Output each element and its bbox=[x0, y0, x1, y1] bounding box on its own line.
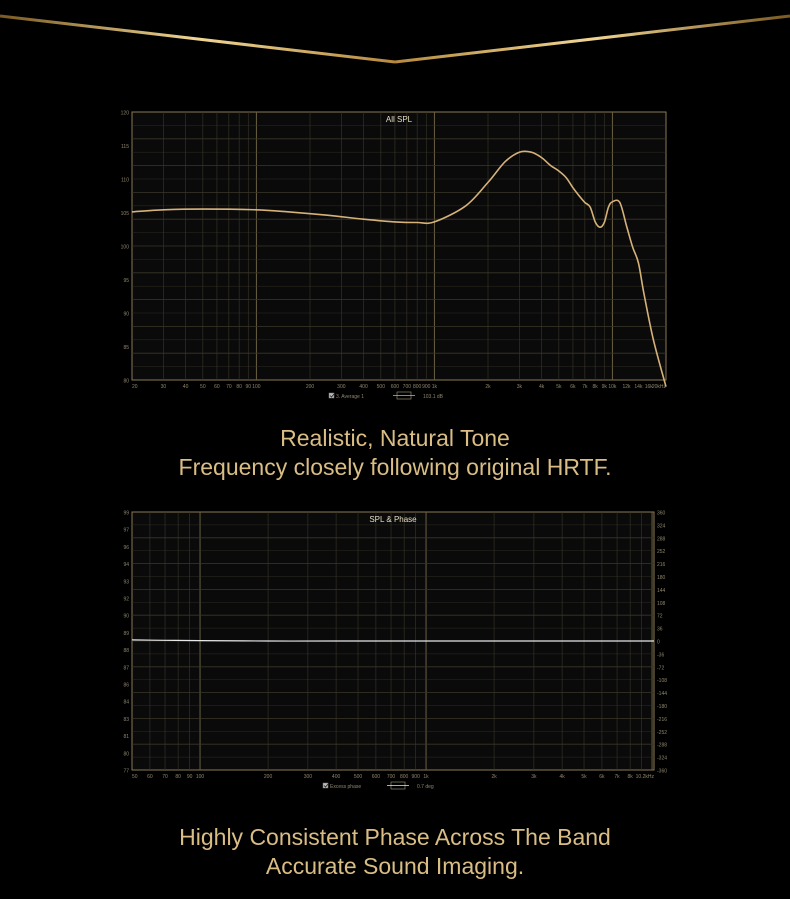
caption-2-line-1: Highly Consistent Phase Across The Band bbox=[179, 824, 611, 850]
x-tick-label: 800 bbox=[412, 384, 422, 390]
y-tick-label: 86 bbox=[123, 682, 129, 689]
y-tick-label: 99 bbox=[123, 510, 129, 517]
y-tick-label: 100 bbox=[120, 244, 129, 251]
y-tick-label: 97 bbox=[123, 527, 129, 534]
x-tick-label: 400 bbox=[359, 384, 368, 390]
x-tick-label: 1k bbox=[431, 384, 438, 390]
spl-chart-svg bbox=[118, 108, 678, 403]
caption-2-line-2: Accurate Sound Imaging. bbox=[265, 853, 525, 879]
x-tick-label: 100 bbox=[252, 384, 261, 390]
y-tick-label: 83 bbox=[123, 716, 129, 723]
x-tick-label: 7k bbox=[614, 774, 620, 780]
y-tick-label: 88 bbox=[123, 648, 129, 655]
x-tick-label: 70 bbox=[226, 384, 232, 390]
x-tick-label: 6k bbox=[599, 774, 605, 780]
x-tick-label: 300 bbox=[303, 774, 313, 780]
x-tick-label: 4k bbox=[559, 774, 565, 780]
x-tick-label: 80 bbox=[236, 384, 242, 390]
x-tick-label: 50 bbox=[200, 384, 206, 390]
chart-title: SPL & Phase bbox=[369, 515, 417, 524]
y-tick-label: 87 bbox=[123, 665, 129, 672]
x-tick-label: 9k bbox=[601, 384, 607, 390]
spl-chart bbox=[118, 108, 678, 403]
y-tick-label: 85 bbox=[123, 345, 129, 351]
y2-tick-label: 144 bbox=[657, 587, 666, 594]
chart-title: All SPL bbox=[385, 115, 413, 124]
x-tick-label: 900 bbox=[411, 774, 420, 780]
y-tick-label: 81 bbox=[123, 734, 129, 741]
y-tick-label: 120 bbox=[120, 110, 129, 117]
caption-1-line-2: Frequency closely following original HRTF. bbox=[178, 454, 612, 480]
x-tick-label: 2k bbox=[491, 774, 497, 780]
phase-chart-svg bbox=[118, 508, 678, 792]
x-tick-label: 30 bbox=[160, 384, 167, 390]
x-tick-label: 5k bbox=[581, 774, 587, 780]
x-tick-label: 12k bbox=[622, 384, 631, 390]
y2-tick-label: -360 bbox=[657, 768, 668, 775]
y2-tick-label: 180 bbox=[657, 575, 666, 581]
top-gold-chevron-divider bbox=[0, 0, 790, 70]
y2-tick-label: -180 bbox=[657, 704, 668, 710]
x-tick-label: 20 bbox=[132, 384, 138, 390]
x-tick-label: 80 bbox=[175, 774, 181, 780]
y-tick-label: 96 bbox=[123, 544, 129, 551]
x-tick-label: 10.2kHz bbox=[635, 774, 654, 780]
x-tick-label: 200 bbox=[263, 774, 273, 780]
y2-tick-label: -324 bbox=[657, 755, 668, 762]
y-tick-label: 89 bbox=[123, 630, 129, 637]
x-tick-label: 8k bbox=[627, 774, 633, 780]
y-tick-label: 84 bbox=[123, 699, 129, 706]
y2-tick-label: 324 bbox=[657, 523, 666, 530]
x-tick-label: 7k bbox=[582, 384, 588, 390]
y-tick-label: 110 bbox=[121, 177, 129, 184]
x-tick-label: 16k bbox=[644, 384, 653, 390]
y2-tick-label: 252 bbox=[657, 549, 666, 556]
y-tick-label: 77 bbox=[123, 768, 129, 775]
y2-tick-label: -252 bbox=[657, 729, 668, 736]
y-tick-label: 94 bbox=[123, 562, 129, 569]
y2-tick-label: -216 bbox=[657, 716, 668, 723]
x-tick-label: 3k bbox=[531, 774, 537, 780]
x-tick-label: 700 bbox=[402, 384, 412, 390]
y-tick-label: 90 bbox=[123, 311, 129, 318]
x-tick-label: 10k bbox=[608, 384, 617, 390]
phase-chart bbox=[118, 508, 678, 792]
y2-tick-label: 36 bbox=[657, 626, 663, 633]
x-tick-label: 1k bbox=[423, 774, 429, 780]
x-tick-label: 70 bbox=[162, 774, 168, 780]
x-tick-label: 500 bbox=[376, 384, 386, 390]
y-tick-label: 92 bbox=[123, 596, 129, 603]
y2-tick-label: -36 bbox=[657, 652, 665, 659]
x-tick-label: 5k bbox=[556, 384, 562, 390]
y2-tick-label: 360 bbox=[657, 510, 666, 517]
y2-tick-label: -288 bbox=[657, 742, 668, 749]
x-tick-label: 400 bbox=[331, 774, 341, 780]
y-tick-label: 80 bbox=[123, 378, 129, 385]
legend-label: Excess phase bbox=[330, 784, 362, 790]
x-tick-label: 200 bbox=[305, 384, 315, 390]
x-tick-label: 14k bbox=[634, 384, 643, 390]
x-tick-label: 500 bbox=[353, 774, 363, 780]
x-tick-label: 60 bbox=[214, 384, 220, 390]
x-tick-label: 700 bbox=[386, 774, 396, 780]
y2-tick-label: 72 bbox=[657, 613, 663, 620]
y-tick-label: 105 bbox=[120, 211, 129, 217]
y-tick-label: 95 bbox=[123, 278, 129, 284]
x-tick-label: 20kHz bbox=[651, 384, 666, 390]
x-tick-label: 300 bbox=[337, 384, 346, 390]
legend-value: 103.1 dB bbox=[423, 394, 444, 400]
x-tick-label: 100 bbox=[195, 774, 205, 780]
y2-tick-label: -108 bbox=[657, 678, 668, 685]
x-tick-label: 3k bbox=[516, 384, 522, 390]
y-tick-label: 93 bbox=[123, 579, 129, 586]
y2-tick-label: 0 bbox=[657, 639, 660, 646]
y2-tick-label: -144 bbox=[657, 691, 668, 698]
x-tick-label: 600 bbox=[390, 384, 400, 390]
caption-phase bbox=[0, 823, 790, 881]
x-tick-label: 50 bbox=[132, 774, 138, 780]
y2-tick-label: 288 bbox=[657, 536, 666, 543]
y-tick-label: 115 bbox=[121, 144, 129, 150]
x-tick-label: 600 bbox=[371, 774, 381, 780]
x-tick-label: 2k bbox=[485, 384, 491, 390]
x-tick-label: 6k bbox=[570, 384, 576, 390]
x-tick-label: 90 bbox=[245, 384, 252, 390]
x-tick-label: 900 bbox=[422, 384, 431, 390]
legend-label: 3. Average 1 bbox=[336, 394, 364, 400]
caption-natural-tone bbox=[0, 424, 790, 482]
legend-value: 0.7 deg bbox=[417, 784, 434, 790]
y-tick-label: 80 bbox=[123, 751, 129, 758]
x-tick-label: 60 bbox=[147, 774, 153, 780]
y2-tick-label: 216 bbox=[657, 562, 666, 569]
x-tick-label: 800 bbox=[399, 774, 409, 780]
x-tick-label: 8k bbox=[592, 384, 598, 390]
y2-tick-label: -72 bbox=[657, 665, 665, 672]
caption-1-line-1: Realistic, Natural Tone bbox=[280, 425, 510, 451]
y-tick-label: 90 bbox=[123, 613, 129, 620]
x-tick-label: 90 bbox=[186, 774, 193, 780]
x-tick-label: 4k bbox=[538, 384, 545, 390]
y2-tick-label: 108 bbox=[657, 600, 666, 607]
x-tick-label: 40 bbox=[182, 384, 189, 390]
